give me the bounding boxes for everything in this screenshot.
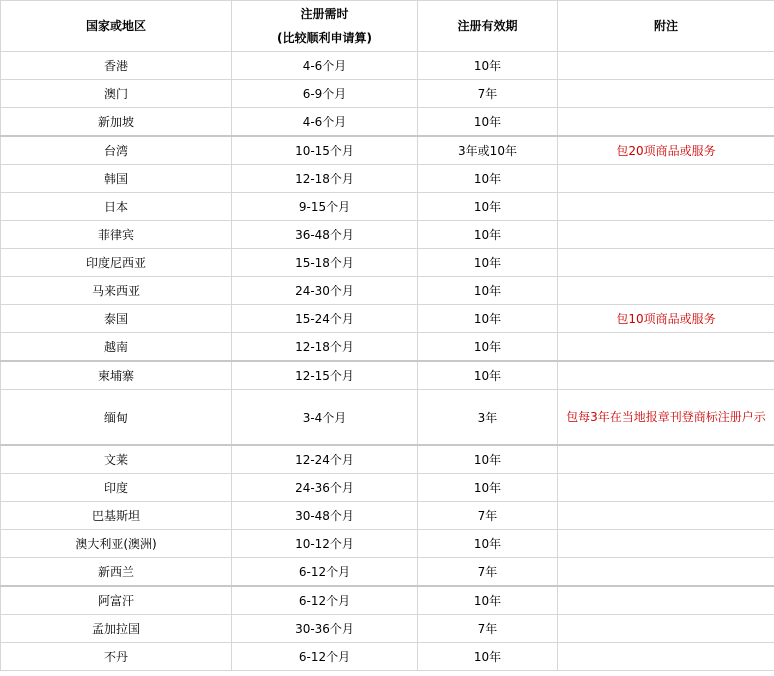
duration-cell: 4-6个月: [232, 108, 418, 137]
region-cell: 菲律宾: [1, 221, 232, 249]
remark-cell: [558, 445, 774, 474]
duration-cell: 12-18个月: [232, 165, 418, 193]
region-cell: 日本: [1, 193, 232, 221]
header-region-label: 国家或地区: [85, 19, 146, 33]
validity-cell: 3年或10年: [418, 136, 558, 165]
header-duration-label: 注册需时: [300, 7, 349, 21]
duration-cell: 6-9个月: [232, 80, 418, 108]
region-cell: 马来西亚: [1, 277, 232, 305]
validity-cell: 7年: [418, 502, 558, 530]
duration-cell: 10-15个月: [232, 136, 418, 165]
table-row: [1, 80, 774, 108]
remark-cell: [558, 474, 774, 502]
table-row: [1, 445, 774, 474]
region-cell: 澳门: [1, 80, 232, 108]
validity-cell: 10年: [418, 221, 558, 249]
duration-cell: 6-12个月: [232, 586, 418, 615]
remark-cell: 包20项商品或服务: [558, 136, 774, 165]
remark-cell: [558, 502, 774, 530]
remark-cell: [558, 586, 774, 615]
validity-cell: 3年: [418, 390, 558, 446]
duration-cell: 15-24个月: [232, 305, 418, 333]
table-row: [1, 52, 774, 80]
validity-cell: 10年: [418, 445, 558, 474]
remark-cell: [558, 249, 774, 277]
region-cell: 澳大利亚(澳洲): [1, 530, 232, 558]
table-row: [1, 615, 774, 643]
remark-cell: [558, 52, 774, 80]
validity-cell: 10年: [418, 333, 558, 362]
remark-cell: [558, 193, 774, 221]
validity-cell: 10年: [418, 193, 558, 221]
table-row: [1, 474, 774, 502]
remark-cell: [558, 361, 774, 390]
duration-cell: 12-18个月: [232, 333, 418, 362]
remark-cell: [558, 615, 774, 643]
table-row: [1, 390, 774, 446]
table-row: [1, 502, 774, 530]
duration-cell: 6-12个月: [232, 643, 418, 671]
header-validity-label: 注册有效期: [457, 19, 518, 33]
duration-cell: 24-30个月: [232, 277, 418, 305]
table-row: [1, 277, 774, 305]
table-row: [1, 558, 774, 587]
remark-cell: [558, 165, 774, 193]
remark-cell: [558, 277, 774, 305]
validity-cell: 10年: [418, 586, 558, 615]
header-row: [1, 1, 774, 52]
duration-cell: 3-4个月: [232, 390, 418, 446]
table-row: [1, 333, 774, 362]
header-region: [1, 1, 232, 52]
validity-cell: 10年: [418, 530, 558, 558]
region-cell: 新加坡: [1, 108, 232, 137]
remark-cell: [558, 333, 774, 362]
region-cell: 柬埔寨: [1, 361, 232, 390]
duration-cell: 10-12个月: [232, 530, 418, 558]
region-cell: 香港: [1, 52, 232, 80]
validity-cell: 7年: [418, 615, 558, 643]
region-cell: 越南: [1, 333, 232, 362]
region-cell: 缅甸: [1, 390, 232, 446]
region-cell: 台湾: [1, 136, 232, 165]
validity-cell: 10年: [418, 52, 558, 80]
table-row: [1, 136, 774, 165]
region-cell: 巴基斯坦: [1, 502, 232, 530]
region-cell: 文莱: [1, 445, 232, 474]
validity-cell: 10年: [418, 165, 558, 193]
table-row: [1, 305, 774, 333]
table-row: [1, 249, 774, 277]
duration-cell: 30-48个月: [232, 502, 418, 530]
header-duration: [232, 1, 418, 52]
duration-cell: 24-36个月: [232, 474, 418, 502]
table-row: [1, 108, 774, 137]
region-cell: 印度: [1, 474, 232, 502]
duration-cell: 12-15个月: [232, 361, 418, 390]
validity-cell: 10年: [418, 305, 558, 333]
table-row: [1, 193, 774, 221]
duration-cell: 9-15个月: [232, 193, 418, 221]
duration-cell: 36-48个月: [232, 221, 418, 249]
validity-cell: 10年: [418, 361, 558, 390]
region-cell: 泰国: [1, 305, 232, 333]
validity-cell: 10年: [418, 108, 558, 137]
region-cell: 韩国: [1, 165, 232, 193]
region-cell: 阿富汗: [1, 586, 232, 615]
region-cell: 孟加拉国: [1, 615, 232, 643]
remark-cell: [558, 530, 774, 558]
remark-cell: [558, 108, 774, 137]
duration-cell: 12-24个月: [232, 445, 418, 474]
validity-cell: 10年: [418, 249, 558, 277]
table-row: [1, 586, 774, 615]
table-row: [1, 530, 774, 558]
header-duration-note: (比较顺利申请算): [277, 31, 372, 45]
region-cell: 新西兰: [1, 558, 232, 587]
remark-cell: [558, 643, 774, 671]
validity-cell: 10年: [418, 277, 558, 305]
header-remark-label: 附注: [653, 19, 678, 33]
duration-cell: 6-12个月: [232, 558, 418, 587]
remark-cell: [558, 221, 774, 249]
region-cell: 印度尼西亚: [1, 249, 232, 277]
table-row: [1, 165, 774, 193]
validity-cell: 10年: [418, 643, 558, 671]
region-cell: 不丹: [1, 643, 232, 671]
remark-cell: [558, 80, 774, 108]
header-validity: [418, 1, 558, 52]
validity-cell: 7年: [418, 558, 558, 587]
remark-cell: 包10项商品或服务: [558, 305, 774, 333]
remark-cell: 包每3年在当地报章刊登商标注册户示: [558, 390, 774, 446]
duration-cell: 15-18个月: [232, 249, 418, 277]
table-row: [1, 643, 774, 671]
validity-cell: 7年: [418, 80, 558, 108]
table-row: [1, 221, 774, 249]
remark-cell: [558, 558, 774, 587]
duration-cell: 30-36个月: [232, 615, 418, 643]
validity-cell: 10年: [418, 474, 558, 502]
header-remark: [558, 1, 774, 52]
duration-cell: 4-6个月: [232, 52, 418, 80]
table-row: [1, 361, 774, 390]
